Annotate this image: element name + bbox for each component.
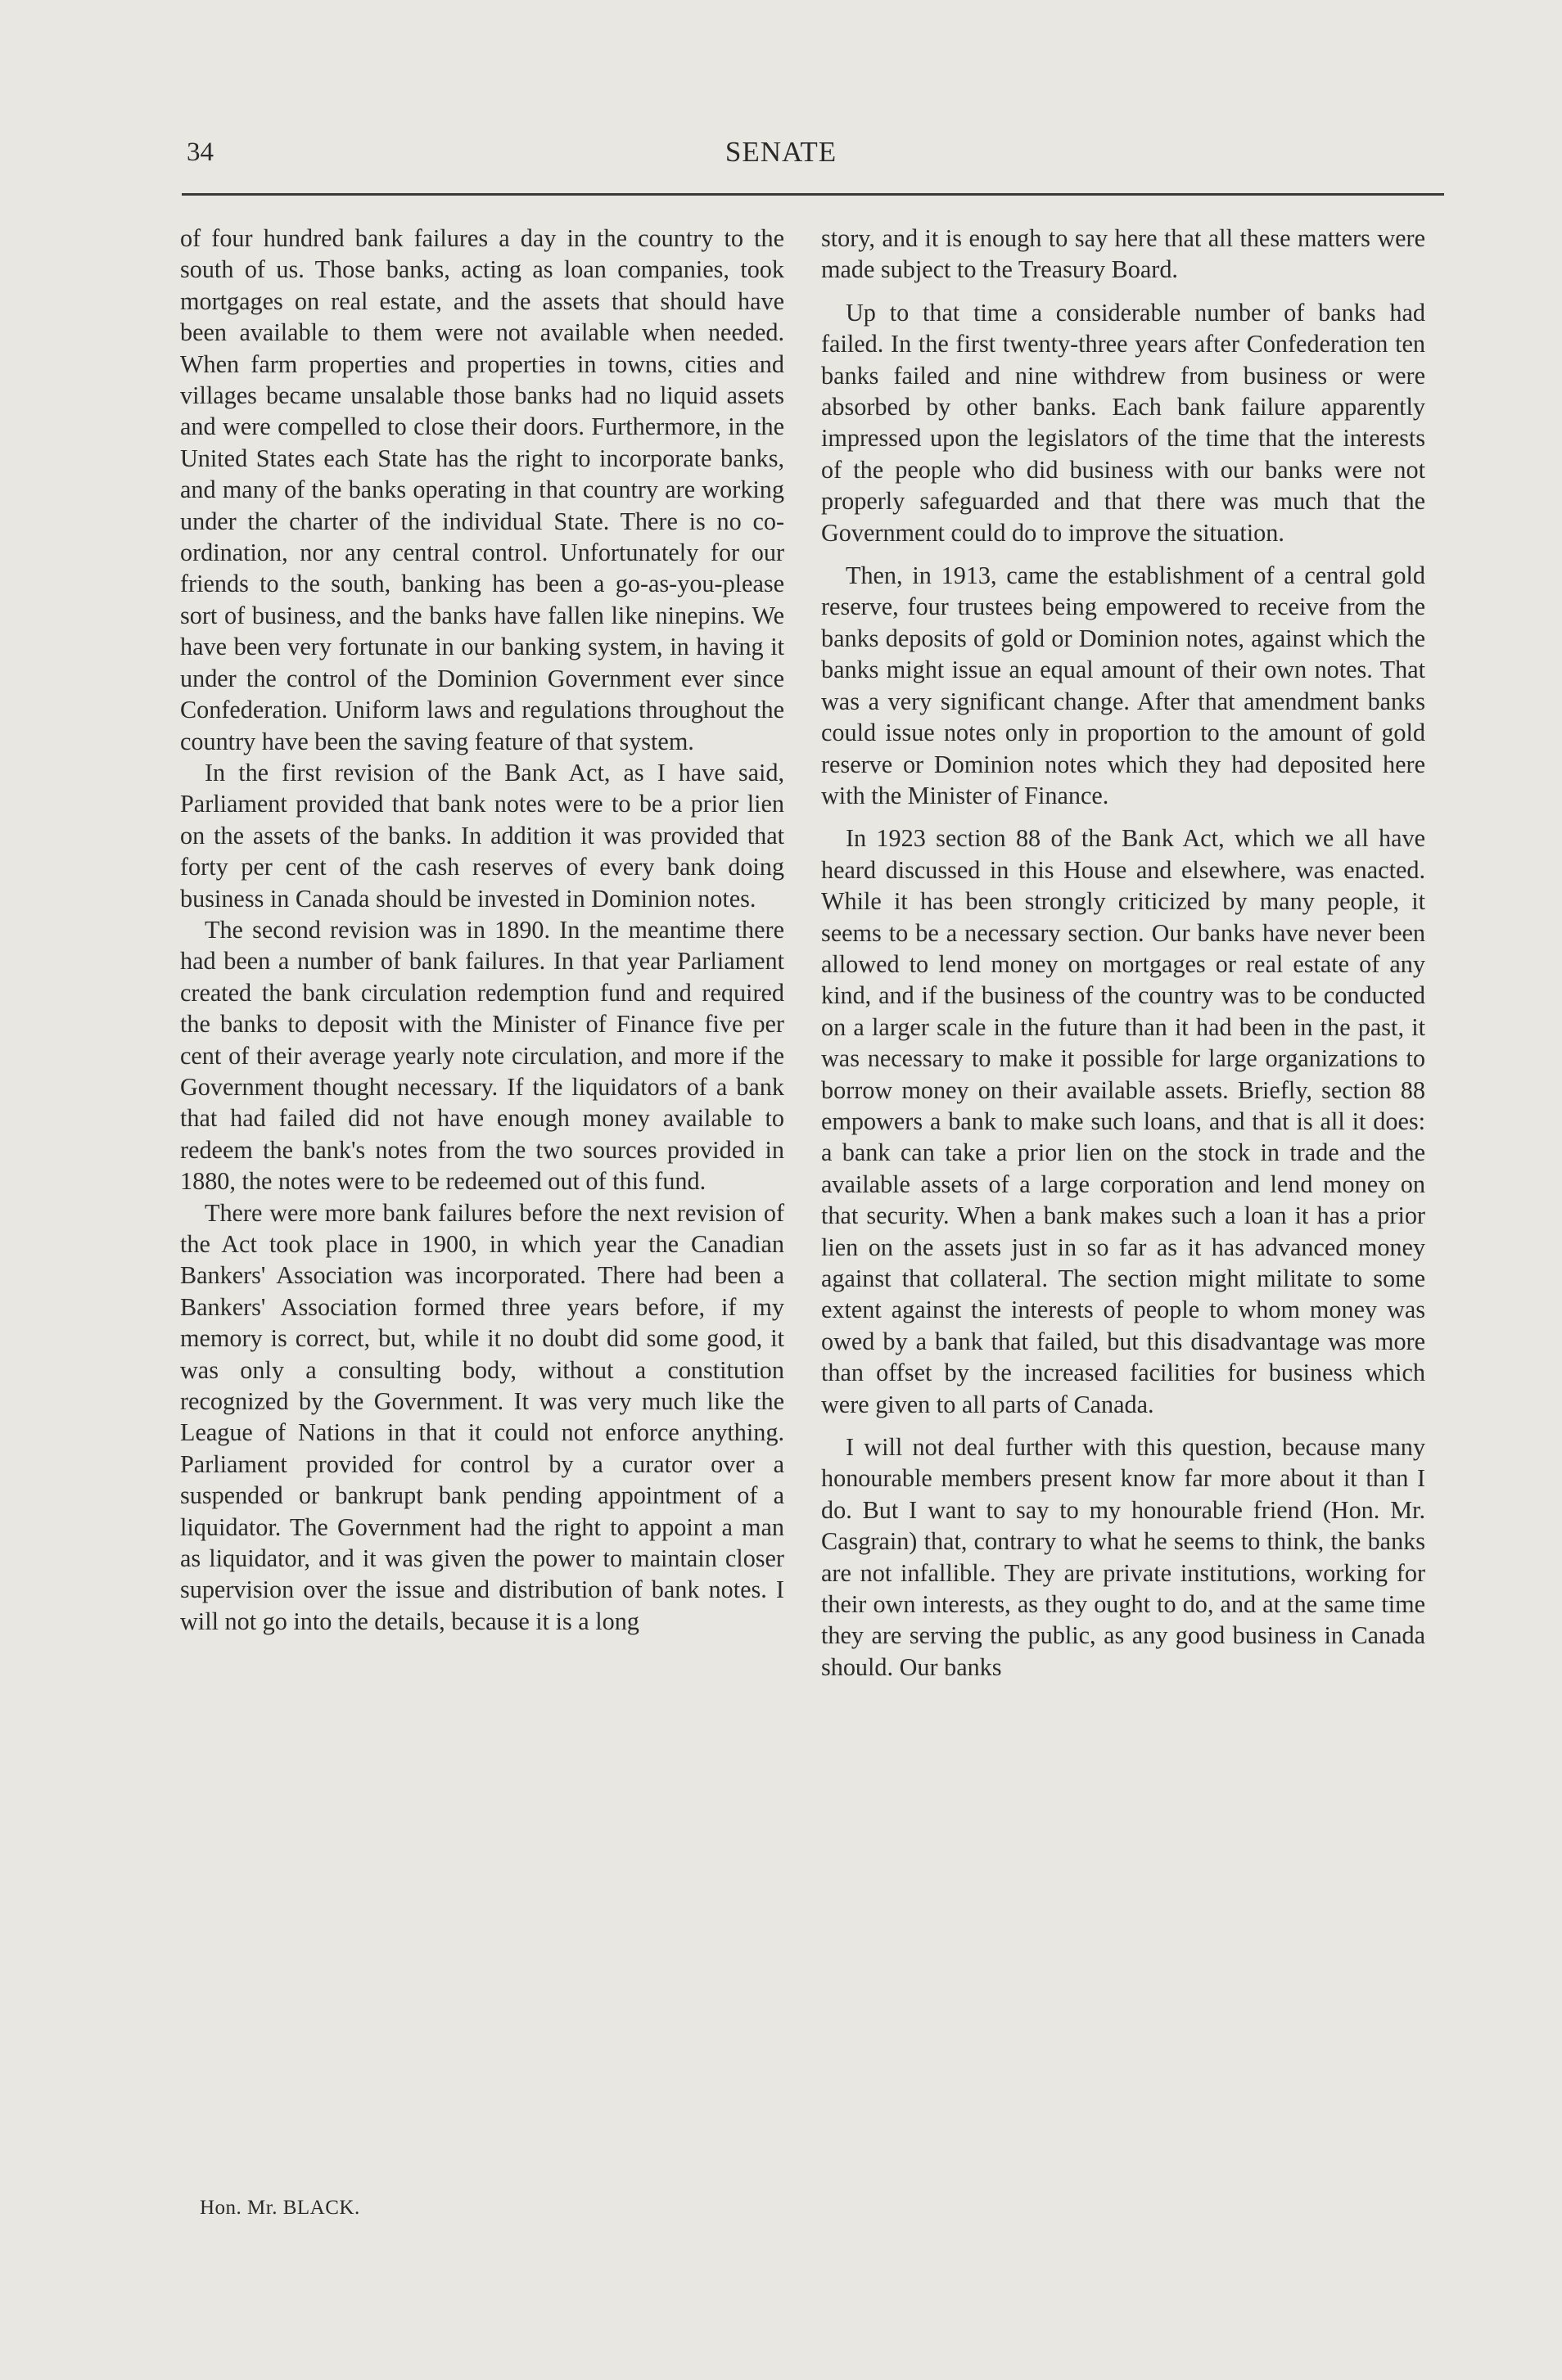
- paragraph: I will not deal further with this question, because many honourable members present know far more about it than I do. But I want to say to my honourable friend (Hon. Mr. Casgrain) that, contrary to what he seems to think, the banks are not infallible. They are private institutions, working for their own interests, as they ought to do, and at the same time they are serving the public, as any good business in Canada should. Our banks: [821, 1433, 1425, 1681]
- right-column: [821, 223, 1425, 1683]
- speaker-footer: Hon. Mr. BLACK.: [200, 2197, 360, 2219]
- paragraph: Up to that time a considerable number of banks had failed. In the first twenty-three years after Confederation ten banks failed and nine withdrew from business or were absorbed by other banks. Each bank failure apparently impressed upon the legislators of the time that the interests of the people who did business with our banks were not properly safeguarded and that there was much that the Government could do to improve the situation.: [821, 298, 1425, 547]
- paragraph: In 1923 section 88 of the Bank Act, which we all have heard discussed in this House and elsewhere, was enacted. While it has been strongly criticized by many people, it seems to be a necessary section. Our banks have never been allowed to lend money on mortgages or real estate of any kind, and if the business of the country was to be conducted on a larger scale in the future than it had been in the past, it was necessary to make it possible for large organizations to borrow money on their available assets. Briefly, section 88 empowers a bank to make such loans, and that is all it does: a bank can take a prior lien on the stock in trade and the available assets of a large corporation and lend money on that security. When a bank makes such a loan it has a prior lien on the assets just in so far as it has advanced money against that collateral. The section might militate to some extent against the interests of people to whom money was owed by a bank that failed, but this disadvantage was more than offset by the increased facilities for business which were given to all parts of Canada.: [821, 824, 1425, 1418]
- paragraph: There were more bank failures before the next revision of the Act took place in 1900, in which year the Canadian Bankers' Association was incorporated. There had been a Bankers' Association formed three years before, if my memory is correct, but, while it no doubt did some good, it was only a consulting body, without a constitution recognized by the Government. It was very much like the League of Nations in that it could not enforce anything. Parliament provided for control by a curator over a suspended or bankrupt bank pending appointment of a liquidator. The Government had the right to appoint a man as liquidator, and it was given the power to maintain closer supervision over the issue and distribution of bank notes. I will not go into the details, because it is a long: [180, 1198, 784, 1635]
- page-number: 34: [187, 137, 214, 167]
- header-rule: [182, 193, 1444, 196]
- paragraph: In the first revision of the Bank Act, as I have said, Parliament provided that bank notes were to be a prior lien on the assets of the banks. In addition it was provided that forty per cent of the cash reserves of every bank doing business in Canada should be invested in Dominion notes.: [180, 758, 784, 913]
- paragraph: Then, in 1913, came the establishment of a central gold reserve, four trustees being empowered to receive from the banks deposits of gold or Dominion notes, against which the banks might issue an equal amount of their own notes. That was a very significant change. After that amendment banks could issue notes only in proportion to the amount of gold reserve or Dominion notes which they had deposited here with the Minister of Finance.: [821, 561, 1425, 809]
- paragraph: story, and it is enough to say here that all these matters were made subject to the Treasury Board.: [821, 224, 1425, 284]
- running-head: SENATE: [725, 136, 837, 168]
- paragraph: The second revision was in 1890. In the meantime there had been a number of bank failures. In that year Parliament created the bank circulation redemption fund and required the banks to deposit with the Minister of Finance five per cent of their average yearly note circulation, and more if the Government thought necessary. If the liquidators of a bank that had failed did not have enough money available to redeem the bank's notes from the two sources provided in 1880, the notes were to be redeemed out of this fund.: [180, 915, 784, 1196]
- left-column: [180, 223, 784, 1637]
- paragraph: of four hundred bank failures a day in the country to the south of us. Those banks, acting as loan companies, took mortgages on real estate, and the assets that should have been available to them were not available when needed. When farm properties and properties in towns, cities and villages became unsalable those banks had no liquid assets and were compelled to close their doors. Furthermore, in the United States each State has the right to incorporate banks, and many of the banks operating in that country are working under the charter of the individual State. There is no co-ordination, nor any central control. Unfortunately for our friends to the south, banking has been a go-as-you-please sort of business, and the banks have fallen like ninepins. We have been very fortunate in our banking system, in having it under the control of the Dominion Government ever since Confederation. Uniform laws and regulations throughout the country have been the saving feature of that system.: [180, 224, 784, 755]
